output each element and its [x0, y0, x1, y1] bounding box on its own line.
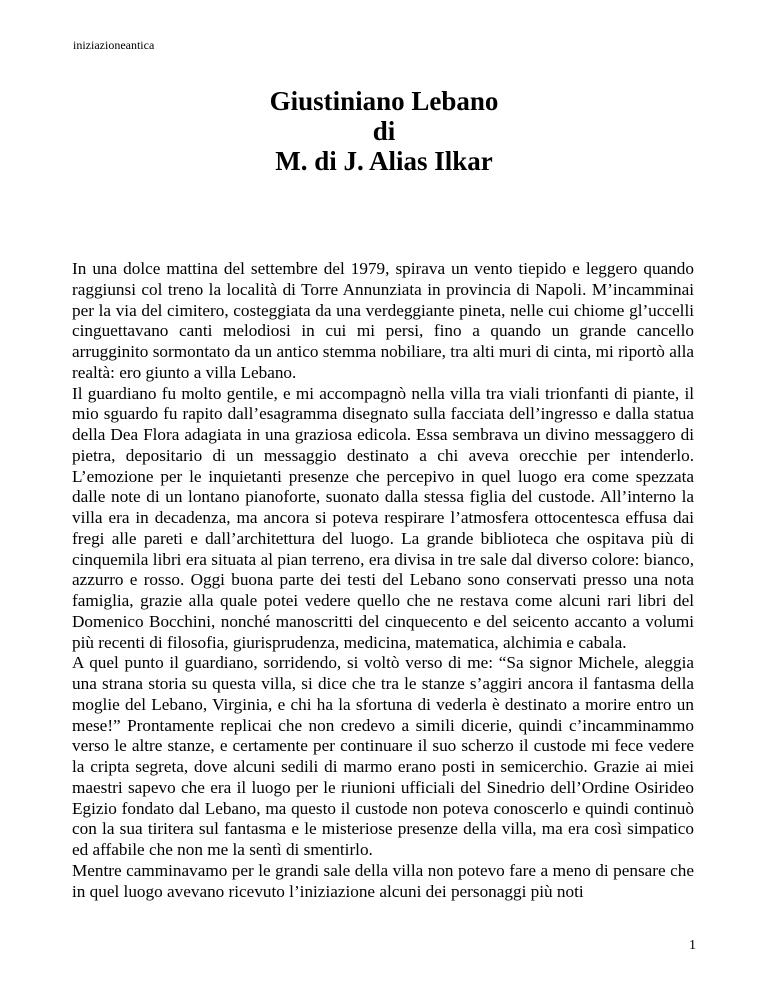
running-header: iniziazioneantica	[73, 38, 155, 52]
paragraph-2: Il guardiano fu molto gentile, e mi accompagnò nella villa tra viali trionfanti di piante, il mio sguardo fu rapito dall’esagramma disegnato sulla facciata dell’ingresso e dalla statua della Dea Flora adagiata in una graziosa edicola. Essa sembrava un divino messaggero di pietra, depositario di un messaggio destinato a chi aveva orecchie per intenderlo. L’emozione per le inquietanti presenze che percepivo in quel luogo era come spezzata dalle note di un lontano pianoforte, suonato dalla stessa figlia del custode. All’interno la villa era in decadenza, ma ancora si poteva respirare l’atmosfera ottocentesca effusa dai fregi alle pareti e dall’architettura del luogo. La grande biblioteca che ospitava più di cinquemila libri era situata al pian terreno, era divisa in tre sale dal diverso colore: bianco, azzurro e rosso. Oggi buona parte dei testi del Lebano sono conservati presso una nota famiglia, grazie alla quale potei vedere quello che ne restava come alcuni rari libri del Domenico Bocchini, nonché manoscritti del cinquecento e del seicento accanto a volumi più recenti di filosofia, giurisprudenza, medicina, matematica, alchimia e cabala.	[72, 383, 694, 652]
article-body	[72, 259, 694, 902]
paragraph-3: A quel punto il guardiano, sorridendo, si voltò verso di me: “Sa signor Michele, aleggia una strana storia su questa villa, si dice che tra le stanze s’aggiri ancora il fantasma della moglie del Lebano, Virginia, e chi ha la sfortuna di vederla è destinato a morire entro un mese!” Prontamente replicai che non credevo a simili dicerie, quindi c’incamminammo verso le altre stanze, e certamente per continuare il suo scherzo il custode mi fece vedere la cripta segreta, dove alcuni sedili di marmo erano posti in semicerchio. Grazie ai miei maestri sapevo che era il luogo per le riunioni ufficiali del Sinedrio dell’Ordine Osirideo Egizio fondato dal Lebano, ma questo il custode non poteva conoscerlo e quindi continuò con la sua tiritera sul fantasma e le misteriose presenze della villa, ma era così simpatico ed affabile che non me la sentì di smentirlo.	[72, 653, 694, 859]
document-title	[0, 86, 768, 176]
title-line-3: M. di J. Alias Ilkar	[275, 146, 493, 176]
title-line-2: di	[372, 116, 396, 146]
paragraph-4: Mentre camminavamo per le grandi sale della villa non potevo fare a meno di pensare che in quel luogo avevano ricevuto l’iniziazione alcuni dei personaggi più noti	[72, 860, 694, 901]
title-line-1: Giustiniano Lebano	[269, 86, 499, 116]
paragraph-1: In una dolce mattina del settembre del 1979, spirava un vento tiepido e leggero quando raggiunsi col treno la località di Torre Annunziata in provincia di Napoli. M’incamminai per la via del cimitero, costeggiata da una verdeggiante pineta, nelle cui chiome gl’uccelli cinguettavano canti melodiosi in cui mi persi, fino a quando un grande cancello arrugginito sormontato da un antico stemma nobiliare, tra alti muri di cinta, mi riportò alla realtà: ero giunto a villa Lebano.	[72, 259, 694, 382]
page-number: 1	[689, 938, 696, 953]
